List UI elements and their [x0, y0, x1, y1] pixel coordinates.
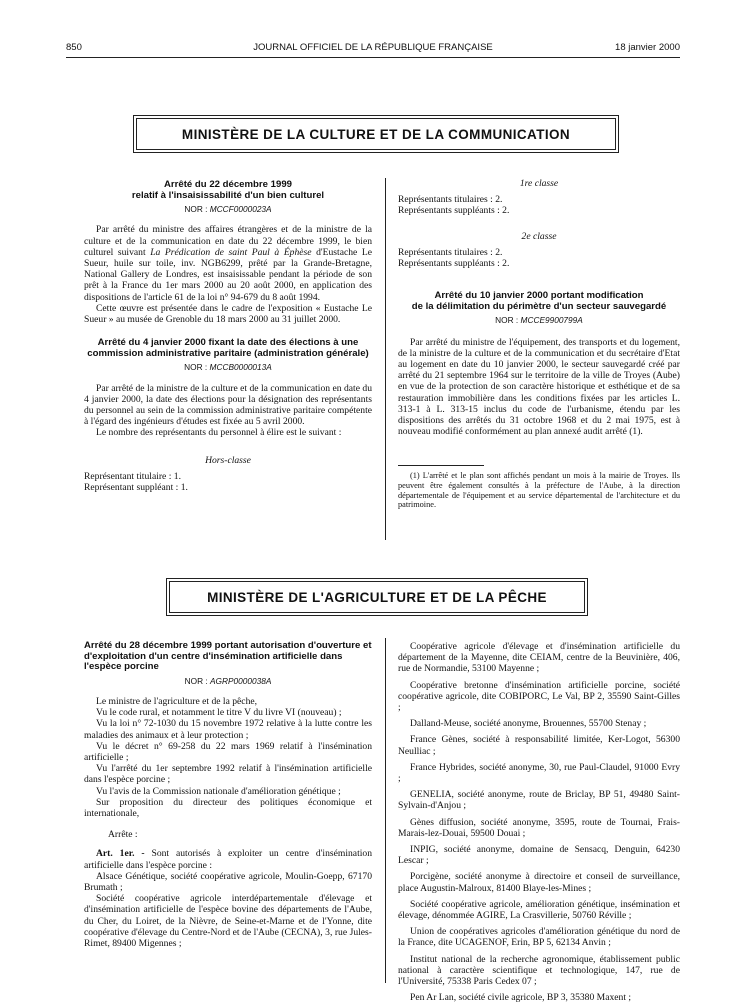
list-item: Porcigène, société anonyme à directoire et conseil de surveillance, place Augustin-Malroux, 81400 Blaye-les-Mines ;	[398, 871, 680, 894]
arrete1-title-line2: relatif à l'insaisissabilité d'un bien culturel	[131, 189, 325, 201]
arrete1-title-line1: Arrêté du 22 décembre 1999	[164, 179, 292, 190]
visa-line: Le ministre de l'agriculture et de la pêche,	[96, 695, 258, 707]
list-item: France Gènes, société à responsabilité limitée, Ker-Logot, 56300 Neulliac ;	[398, 734, 680, 757]
ministry2-right-column	[398, 641, 680, 1008]
column-divider	[385, 178, 386, 540]
column-divider	[385, 638, 386, 983]
arrete1-paragraph2: Cette œuvre est présentée dans le cadre de l'exposition « Eustache Le Sueur » au musée de Grenoble du 18 mars 2000 au 31 juillet 2000.	[84, 302, 372, 326]
list-item: Institut national de la recherche agronomique, établissement public national à caractère scientifique et technologique, 147, rue de l'Université, 75338 Paris Cedex 07 ;	[398, 953, 680, 988]
agri-arrete-nor	[84, 676, 372, 687]
header-rule	[66, 57, 680, 58]
article1-text: Sont autorisés à exploiter un centre d'insémination artificielle dans l'espèce porcine :	[84, 848, 372, 871]
ministry1-left-column	[84, 180, 372, 493]
c1-suppleants: Représentants suppléants : 2.	[398, 205, 510, 217]
page-number: 850	[66, 42, 82, 53]
artwork-title: La Prédication de saint Paul à Éphèse	[150, 246, 312, 258]
arrete-label: Arrête :	[108, 829, 138, 841]
page-header	[66, 42, 680, 58]
ministry-culture-banner	[133, 115, 619, 153]
arrete2-nor	[84, 362, 372, 373]
list-item: Alsace Génétique, société coopérative agricole, Moulin-Goepp, 67170 Brumath ;	[84, 870, 372, 894]
list-item: INPIG, société anonyme, domaine de Sensacq, Denguin, 64230 Lescar ;	[398, 844, 680, 867]
nor-code: MCCB0000013A	[209, 362, 272, 373]
footnote-rule	[398, 465, 484, 466]
ministry-culture-title: MINISTÈRE DE LA CULTURE ET DE LA COMMUNICATION	[136, 118, 616, 150]
list-item: Société coopérative agricole interdépartementale d'élevage et d'insémination artificielle de l'espèce bovine des départements de l'Aube, du Cher, du Loiret, de la Nièvre, de Seine-et-Marne et de l'Yonne, dite coopérative d'élevage du Centre-Nord et de l'Aube (CECNA), 3, rue Jules-Rimet, 89400 Migennes ;	[84, 893, 372, 950]
c1-titulaires: Représentants titulaires : 2.	[398, 194, 503, 206]
visa-line: Sur proposition du directeur des politiques économique et internationale,	[84, 796, 372, 820]
arrete2-paragraph1: Par arrêté de la ministre de la culture et de la communication en date du 4 janvier 2000, la date des élections pour la désignation des représentants du personnel au sein de la commission administrative paritaire compétente à l'égard des ingénieurs d'études est fixée au 5 avril 2000.	[84, 382, 372, 428]
c2-titulaires: Représentants titulaires : 2.	[398, 246, 503, 258]
hors-classe-heading: Hors-classe	[205, 454, 251, 466]
nor-code: MCCF0000023A	[209, 204, 272, 215]
arrete1-title	[84, 180, 372, 201]
arrete3-title-line2: de la délimitation du périmètre d'un secteur sauvegardé	[411, 300, 667, 312]
list-item: Union de coopératives agricoles d'amélioration génétique du nord de la France, dite UCAGENOF, Erin, BP 5, 62134 Anvin ;	[398, 926, 680, 949]
p1-part-a: Par arrêté du ministre des affaires étrangères et de la ministre de la culture et de la communication en date du 22 décembre 1999, le bien culturel suivant	[84, 224, 372, 258]
visa-line: Vu l'avis de la Commission nationale d'amélioration génétique ;	[96, 785, 341, 797]
list-item: France Hybrides, société anonyme, 30, rue Paul-Claudel, 91000 Evry ;	[398, 761, 680, 785]
arrete3-nor	[398, 315, 680, 326]
ministry-agriculture-banner	[166, 578, 588, 616]
journal-title: JOURNAL OFFICIEL DE LA RÉPUBLIQUE FRANÇAISE	[253, 42, 493, 53]
classe1-heading: 1re classe	[519, 178, 559, 189]
article1	[84, 848, 372, 870]
nor-label: NOR :	[184, 362, 208, 373]
arrete3-paragraph1: Par arrêté du ministre de l'équipement, des transports et du logement, de la ministre de la culture et de la communication et du secrétaire d'Etat au logement en date du 10 janvier 2000, le secteur sauvegardé créé par arrêté du 21 septembre 1964 sur le territoire de la ville de Troyes (Aube) en vue de la protection de son caractère historique et esthétique et de sa restauration immobilière dans les conditions fixées par les articles L. 313-1 à L. 313-15 inclus du code de l'urbanisme, étendu par les dispositions des arrêtés du 31 octobre 1968 et du 2 mai 1975, est à nouveau modifié conformément au plan annexé audit arrêté (1).	[398, 336, 680, 438]
nor-code: AGRP0000038A	[210, 675, 272, 686]
nor-label: NOR :	[184, 675, 208, 686]
ministry-agriculture-title: MINISTÈRE DE L'AGRICULTURE ET DE LA PÊCHE	[169, 581, 585, 613]
hc-titulaire: Représentant titulaire : 1.	[84, 470, 181, 482]
visa-line: Vu l'arrêté du 1er septembre 1992 relatif à l'insémination artificielle dans l'espèce porcine ;	[84, 763, 372, 786]
visas-list	[84, 696, 372, 819]
visa-line: Vu le décret n° 69-258 du 22 mars 1969 relatif à l'insémination artificielle ;	[84, 740, 372, 763]
ministry2-left-column	[84, 641, 372, 949]
arrete1-paragraph1	[84, 224, 372, 302]
arrete3-title	[398, 291, 680, 312]
c2-suppleants: Représentants suppléants : 2.	[398, 258, 510, 270]
nor-label: NOR :	[184, 204, 208, 215]
visa-line: Vu le code rural, et notamment le titre V du livre VI (nouveau) ;	[96, 707, 342, 719]
arrete2-paragraph2: Le nombre des représentants du personnel à élire est le suivant :	[96, 427, 342, 439]
list-item: Coopérative bretonne d'insémination artificielle porcine, société coopérative agricole, dite COBIPORC, Le Val, BP 2, 35590 Saint-Gilles ;	[398, 679, 680, 714]
list-item: Coopérative agricole d'élevage et d'insémination artificielle du département de la Mayenne, dite CEIAM, centre de la Beuvinière, 406, rue de Normandie, 53100 Mayenne ;	[398, 641, 680, 675]
classe2-heading: 2e classe	[521, 230, 557, 242]
agri-arrete-title: Arrêté du 28 décembre 1999 portant autorisation d'ouverture et d'exploitation d'un centre d'insémination artificielle dans l'espèce porcine	[84, 640, 372, 673]
nor-label: NOR :	[495, 315, 519, 326]
arrete2-title: Arrêté du 4 janvier 2000 fixant la date des élections à une commission administrative paritaire (administration générale)	[87, 337, 369, 359]
article1-label: Art. 1er. -	[96, 848, 145, 860]
nor-code: MCCE9900799A	[520, 315, 583, 326]
list-item: GENELIA, société anonyme, route de Briclay, BP 51, 49480 Saint-Sylvain-d'Anjou ;	[398, 789, 680, 812]
visa-line: Vu la loi n° 72-1030 du 15 novembre 1972 relative à la lutte contre les maladies des animaux et à leur protection ;	[84, 718, 372, 741]
list-item: Gènes diffusion, société anonyme, 3595, route de Tournai, Frais-Marais-lez-Douai, 59500 Douai ;	[398, 816, 680, 839]
list-item: Dalland-Meuse, société anonyme, Brouennes, 55700 Stenay ;	[410, 718, 647, 730]
arrete1-nor	[84, 204, 372, 215]
issue-date: 18 janvier 2000	[615, 42, 680, 53]
p1-part-b: d'Eustache Le Sueur, huile sur toile, inv. NGB6299, prêté par la Grande-Bretagne, National Gallery de Londres, est insaisissable pendant la période de son prêt à la France du 1er mars 2000 au 20 août 2000, en application des dispositions de l'article 61 de la loi n° 94-679 du 8 août 1994.	[84, 246, 372, 303]
arrete3-footnote: (1) L'arrêté et le plan sont affichés pendant un mois à la mairie de Troyes. Ils peuvent être également consultés à la préfecture de l'Aube, à la direction départementale de l'équipement et au service départemental de l'architecture et du patrimoine.	[398, 471, 680, 510]
hc-suppleant: Représentant suppléant : 1.	[84, 482, 188, 494]
list-item: Société coopérative agricole, amélioration génétique, insémination et élevage, dénommée AGIRE, La Crasvillerie, 50760 Réville ;	[398, 898, 680, 922]
list-item: Pen Ar Lan, société civile agricole, BP 3, 35380 Maxent ;	[410, 992, 632, 1004]
arrete3-title-line1: Arrêté du 10 janvier 2000 portant modification	[434, 290, 644, 302]
ministry1-right-column	[398, 178, 680, 510]
